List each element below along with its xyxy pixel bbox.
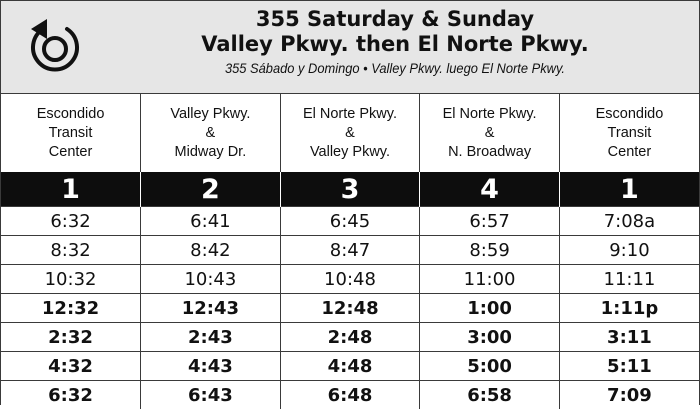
table-row: [1, 294, 699, 323]
table-row: [1, 352, 699, 381]
time-cell: 8:47: [280, 236, 420, 265]
time-cell: 4:43: [141, 352, 281, 381]
trip-rows: [1, 207, 699, 409]
stop-number: 3: [280, 172, 420, 207]
timetable-header: [1, 1, 699, 94]
time-cell: 6:57: [420, 207, 560, 236]
time-cell: 12:43: [141, 294, 281, 323]
stop-number: 2: [141, 172, 281, 207]
stop-numbers-row: [1, 172, 699, 207]
time-cell: 8:32: [1, 236, 141, 265]
time-cell: 12:48: [280, 294, 420, 323]
time-cell: 6:45: [280, 207, 420, 236]
time-cell: 6:48: [280, 381, 420, 409]
subtitle: 355 Sábado y Domingo • Valley Pkwy. luego El Norte Pkwy.: [125, 57, 666, 79]
table-row: [1, 265, 699, 294]
time-cell: 1:00: [420, 294, 560, 323]
time-cell: 2:48: [280, 323, 420, 352]
table-row: [1, 236, 699, 265]
time-cell: 2:43: [141, 323, 281, 352]
stop-name: El Norte Pkwy. & Valley Pkwy.: [303, 106, 397, 160]
time-cell: 1:11p: [559, 294, 699, 323]
time-cell: 12:32: [1, 294, 141, 323]
time-cell: 11:11: [559, 265, 699, 294]
time-cell: 5:11: [559, 352, 699, 381]
time-cell: 6:32: [1, 381, 141, 409]
time-cell: 5:00: [420, 352, 560, 381]
stop-name: Valley Pkwy. & Midway Dr.: [170, 106, 250, 160]
schedule-table: [1, 94, 699, 409]
time-cell: 11:00: [420, 265, 560, 294]
title-line2: Valley Pkwy. then El Norte Pkwy.: [101, 32, 689, 57]
time-cell: 6:41: [141, 207, 281, 236]
table-row: [1, 323, 699, 352]
stop-name-cell: [559, 94, 699, 172]
stop-number: 1: [559, 172, 699, 207]
time-cell: 10:43: [141, 265, 281, 294]
table-row: [1, 207, 699, 236]
time-cell: 4:32: [1, 352, 141, 381]
stop-name-cell: [1, 94, 141, 172]
time-cell: 3:00: [420, 323, 560, 352]
time-cell: 6:43: [141, 381, 281, 409]
time-cell: 10:32: [1, 265, 141, 294]
stop-name-cell: [420, 94, 560, 172]
time-cell: 3:11: [559, 323, 699, 352]
time-cell: 8:59: [420, 236, 560, 265]
stop-name-cell: [280, 94, 420, 172]
time-cell: 9:10: [559, 236, 699, 265]
title-line1: 355 Saturday & Sunday: [101, 7, 689, 32]
stop-names-row: [1, 94, 699, 172]
time-cell: 7:09: [559, 381, 699, 409]
header-titles: [101, 7, 689, 79]
time-cell: 7:08a: [559, 207, 699, 236]
time-cell: 6:58: [420, 381, 560, 409]
time-cell: 2:32: [1, 323, 141, 352]
time-cell: 4:48: [280, 352, 420, 381]
time-cell: 6:32: [1, 207, 141, 236]
stop-number: 1: [1, 172, 141, 207]
stop-name: Escondido Transit Center: [596, 106, 664, 160]
stop-name: El Norte Pkwy. & N. Broadway: [443, 106, 537, 160]
time-cell: 10:48: [280, 265, 420, 294]
clockwise-loop-arrow-icon: [23, 15, 87, 79]
time-cell: 8:42: [141, 236, 281, 265]
table-row: [1, 381, 699, 409]
stop-number: 4: [420, 172, 560, 207]
stop-name-cell: [141, 94, 281, 172]
stop-name: Escondido Transit Center: [37, 106, 105, 160]
